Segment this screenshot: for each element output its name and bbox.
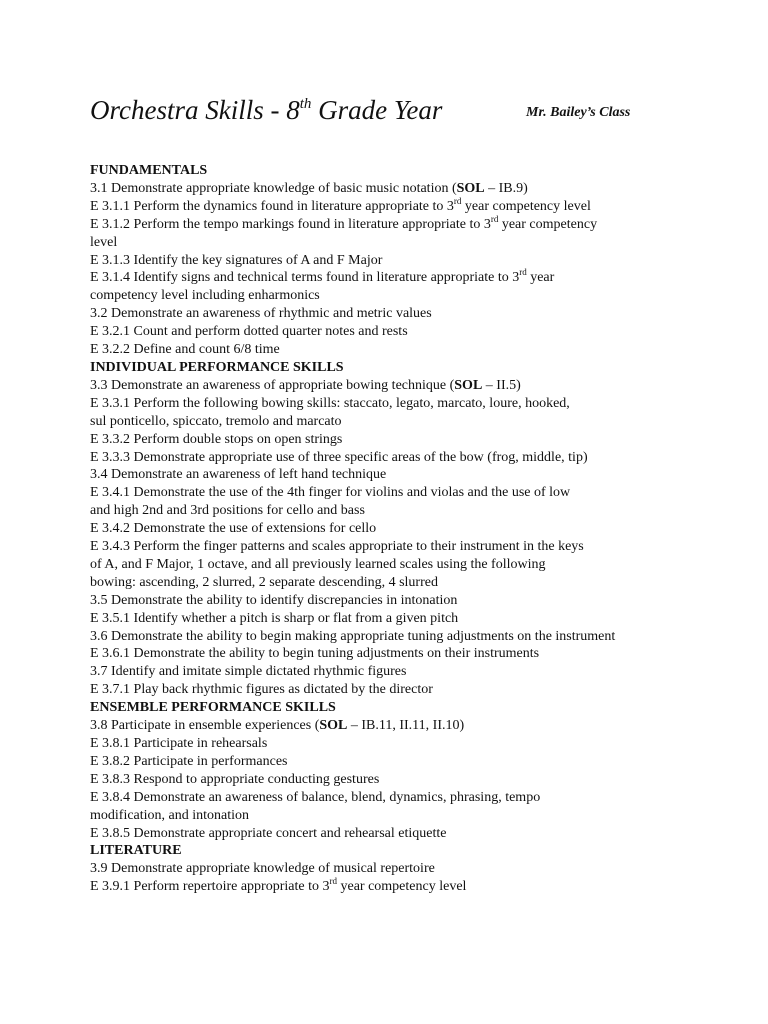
skill-line: E 3.2.2 Define and count 6/8 time <box>90 342 280 358</box>
skill-line: bowing: ascending, 2 slurred, 2 separate descending, 4 slurred <box>90 574 438 590</box>
sol-label: SOL <box>456 180 485 196</box>
teacher-name: Mr. Bailey’s Class <box>526 105 631 120</box>
skill-line: E 3.3.3 Demonstrate appropriate use of three specific areas of the bow (frog, middle, tip) <box>90 449 588 465</box>
skill-line: and high 2nd and 3rd positions for cello and bass <box>90 503 365 519</box>
skill-line <box>90 269 670 287</box>
skill-line: E 3.8.4 Demonstrate an awareness of balance, blend, dynamics, phrasing, tempo <box>90 789 541 805</box>
title-row <box>90 92 690 132</box>
line-text: year <box>526 270 555 286</box>
skill-line: E 3.8.2 Participate in performances <box>90 753 288 769</box>
line-text: year competency <box>498 216 598 232</box>
skill-line <box>90 195 670 216</box>
line-text: – II.5) <box>482 377 521 393</box>
skill-line: E 3.8.3 Respond to appropriate conducting gestures <box>90 771 380 787</box>
sol-label: SOL <box>454 377 483 393</box>
section-heading: INDIVIDUAL PERFORMANCE SKILLS <box>90 359 344 375</box>
skill-line <box>90 213 670 234</box>
skill-line: E 3.6.1 Demonstrate the ability to begin tuning adjustments on their instruments <box>90 646 540 662</box>
skill-line <box>90 180 670 198</box>
ordinal-superscript: rd <box>453 195 462 206</box>
skill-line: modification, and intonation <box>90 807 250 823</box>
line-text: year competency level <box>461 198 591 214</box>
ordinal-superscript: rd <box>519 267 527 278</box>
title-text-start: Orchestra Skills - 8 <box>90 95 300 125</box>
line-text: 3.3 Demonstrate an awareness of appropriate bowing technique ( <box>90 377 455 393</box>
line-text: E 3.1.1 Perform the dynamics found in literature appropriate to 3 <box>90 198 454 214</box>
skill-line: E 3.4.2 Demonstrate the use of extensions for cello <box>90 521 377 537</box>
skill-line: E 3.2.1 Count and perform dotted quarter notes and rests <box>90 324 408 340</box>
section-heading: FUNDAMENTALS <box>90 163 208 178</box>
skill-line: 3.9 Demonstrate appropriate knowledge of musical repertoire <box>90 861 435 877</box>
title-text-end: Grade Year <box>311 95 443 125</box>
skill-line: 3.6 Demonstrate the ability to begin making appropriate tuning adjustments on the instrument <box>90 628 616 644</box>
skill-line: E 3.7.1 Play back rhythmic figures as dictated by the director <box>90 682 433 698</box>
skill-line: E 3.4.3 Perform the finger patterns and scales appropriate to their instrument in the keys <box>90 539 584 555</box>
title-superscript: th <box>299 96 312 112</box>
skill-line: competency level including enharmonics <box>90 288 320 304</box>
skill-line: of A, and F Major, 1 octave, and all previously learned scales using the following <box>90 556 546 572</box>
ordinal-superscript: rd <box>490 213 499 224</box>
skill-line: 3.2 Demonstrate an awareness of rhythmic and metric values <box>90 306 432 322</box>
line-text: E 3.1.2 Perform the tempo markings found in literature appropriate to 3 <box>90 216 491 232</box>
section-heading: LITERATURE <box>90 843 182 859</box>
skill-line: 3.7 Identify and imitate simple dictated rhythmic figures <box>90 664 407 680</box>
line-text: E 3.1.4 Identify signs and technical terms found in literature appropriate to 3 <box>90 270 520 286</box>
line-text: – IB.11, II.11, II.10) <box>347 718 465 734</box>
line-text: 3.1 Demonstrate appropriate knowledge of basic music notation ( <box>90 180 457 196</box>
skill-line: level <box>90 234 118 250</box>
skill-line: 3.5 Demonstrate the ability to identify discrepancies in intonation <box>90 592 458 608</box>
section-heading: ENSEMBLE PERFORMANCE SKILLS <box>90 700 336 716</box>
skill-line: E 3.5.1 Identify whether a pitch is sharp or flat from a given pitch <box>90 610 459 626</box>
sol-label: SOL <box>319 718 348 734</box>
skill-line: E 3.3.2 Perform double stops on open strings <box>90 431 343 447</box>
ordinal-superscript: rd <box>329 876 337 887</box>
skill-line: sul ponticello, spiccato, tremolo and marcato <box>90 413 342 429</box>
line-text: E 3.9.1 Perform repertoire appropriate to 3 <box>90 879 330 895</box>
skill-line: E 3.8.5 Demonstrate appropriate concert and rehearsal etiquette <box>90 825 447 841</box>
skill-line <box>90 878 670 896</box>
line-text: year competency level <box>336 879 467 895</box>
skill-line: 3.4 Demonstrate an awareness of left hand technique <box>90 467 387 483</box>
line-text: 3.8 Participate in ensemble experiences ( <box>90 718 320 734</box>
line-text: – IB.9) <box>484 180 528 196</box>
skill-line <box>90 377 670 395</box>
skill-line: E 3.3.1 Perform the following bowing skills: staccato, legato, marcato, loure, hooked, <box>90 395 570 411</box>
skill-line: E 3.8.1 Participate in rehearsals <box>90 736 268 751</box>
page-title <box>90 92 442 128</box>
skill-line <box>90 717 670 735</box>
skill-line: E 3.4.1 Demonstrate the use of the 4th finger for violins and violas and the use of low <box>90 485 571 501</box>
skill-line: E 3.1.3 Identify the key signatures of A and F Major <box>90 252 383 268</box>
skills-list <box>90 162 670 896</box>
